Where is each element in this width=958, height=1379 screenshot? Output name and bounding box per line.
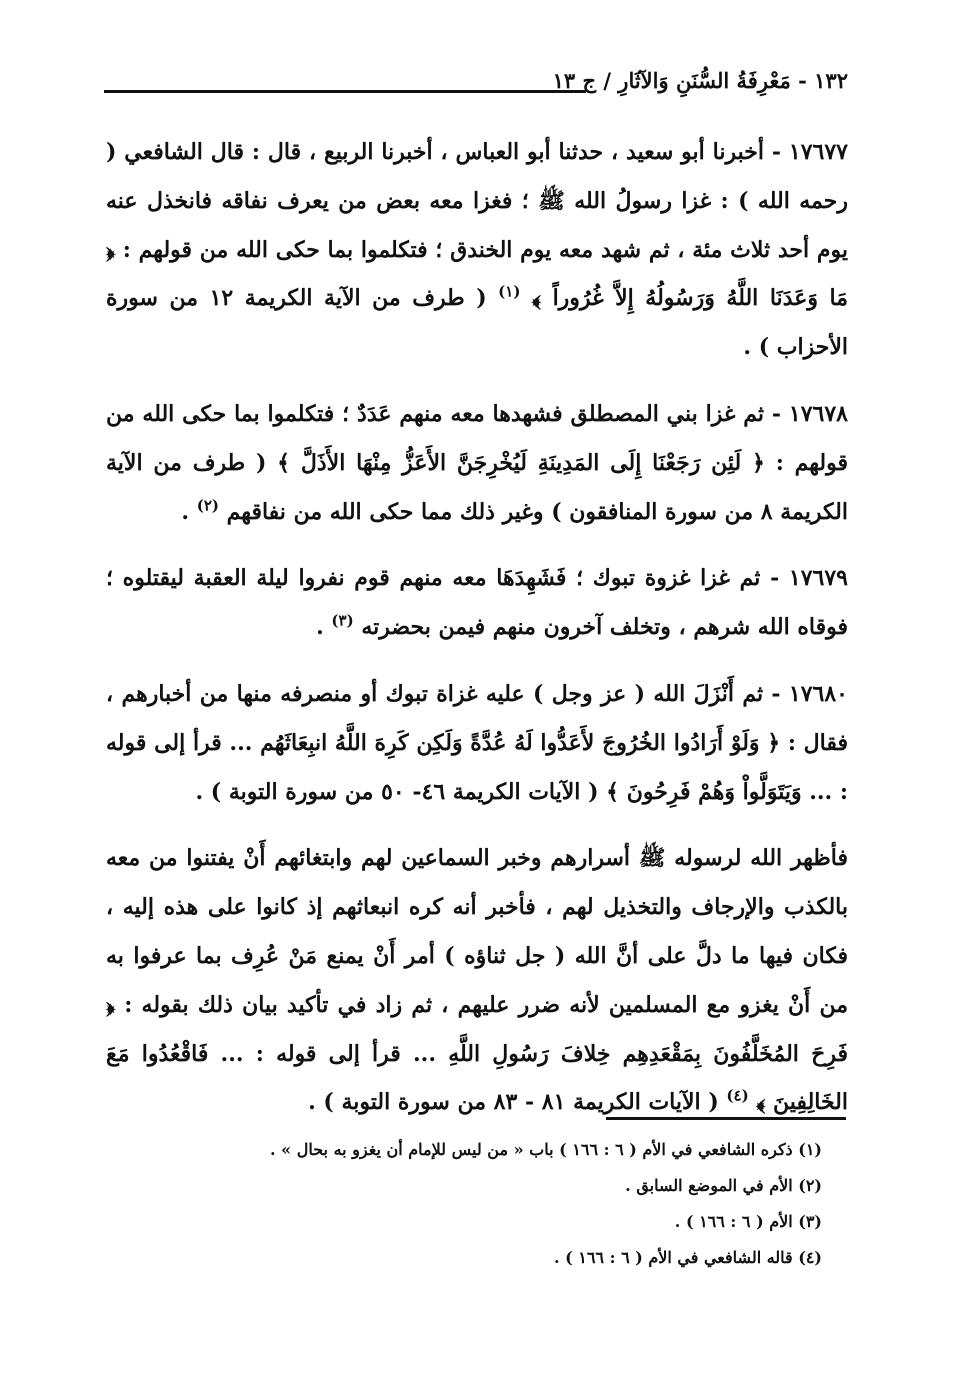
paragraph-text: فأظهر الله لرسوله ﷺ أسرارهم وخبر السماعين لهم وابتغائهم أَنْ يفتنوا من معه بالكذب والإرجاف والتخذيل لهم ، فأخبر أنه كره انبعاثهم إذ كانوا على هذه إليه ، فكان فيها ما دلَّ على أنَّ الله ( جل ثناؤه ) أمر أَنْ يمنع مَنْ عُرِف بما عرفوا به من أَنْ يغزو مع المسلمين لأنه ضرر عليهم ، ثم زاد في تأكيد بيان ذلك بقوله : ﴿ فَرِحَ المُخَلَّفُونَ بِمَقْعَدِهِم خِلافَ رَسُولِ اللَّهِ ... قرأ إلى قوله : ... فَاقْعُدُوا مَعَ الخَالِفِينَ ﴾ [106, 845, 848, 1116]
footnote-marker: (٢) [196, 496, 219, 515]
hadith-paragraph-17680 [106, 670, 848, 816]
paragraph-tail: . [181, 498, 197, 525]
running-header [104, 62, 848, 102]
footnote-1: (١) ذكره الشافعي في الأم ( ٦ : ١٦٦ ) باب « من ليس للإمام أن يغزو به بحال » . [270, 1140, 822, 1159]
footnote-4: (٤) قاله الشافعي في الأم ( ٦ : ١٦٦ ) . [553, 1248, 822, 1267]
paragraph-tail: ( طرف من الآية الكريمة ١٢ من سورة الأحزاب ) . [106, 285, 848, 361]
paragraph-tail: ( الآيات الكريمة ٨١ - ٨٣ من سورة التوبة ) . [308, 1089, 727, 1116]
paragraph-text: ١٧٦٧٧ - أخبرنا أبو سعيد ، حدثنا أبو العباس ، أخبرنا الربيع ، قال : قال الشافعي ( رحمه الله ) : غزا رسولُ الله ﷺ ؛ فغزا معه بعض من يعرف نفاقه فانخذل عنه يوم أحد ثلاث مئة ، ثم شهد معه يوم الخندق ؛ فتكلموا بما حكى الله من قولهم : ﴿ مَا وَعَدَنَا اللَّهُ وَرَسُولُهُ إِلاَّ غُرُوراً ﴾ [106, 139, 848, 312]
footnote-2: (٢) الأم في الموضع السابق . [625, 1176, 822, 1195]
paragraph-text: ١٧٦٧٨ - ثم غزا بني المصطلق فشهدها معه منهم عَدَدٌ ؛ فتكلموا بما حكى الله من قولهم : ﴿ لَئِن رَجَعْنَا إِلَى المَدِينَةِ لَيُخْرِجَنَّ الأَعَزُّ مِنْهَا الأَذَلَّ ﴾ ( طرف من الآية الكريمة ٨ من سورة المنافقون ) وغير ذلك مما حكى الله من نفاقهم [106, 400, 848, 525]
main-text [106, 128, 848, 1127]
paragraph-tail: . [316, 614, 332, 641]
hadith-paragraph-17678 [106, 390, 848, 536]
hadith-paragraph-17677 [106, 128, 848, 372]
footnote-marker: (٤) [726, 1087, 749, 1106]
hadith-paragraph-17679 [106, 554, 848, 652]
footnote-marker: (٣) [331, 611, 354, 630]
header-rule [104, 90, 586, 93]
paragraph-text: ١٧٦٨٠ - ثم أَنْزَلَ الله ( عز وجل ) عليه غزاة تبوك أو منصرفه منها من أخبارهم ، فقال : ﴿ وَلَوْ أَرَادُوا الخُرُوجَ لأَعَدُّوا لَهُ عُدَّةً وَلَكِن كَرِهَ اللَّهُ انبِعَاثَهُم ... قرأ إلى قوله : ... وَيَتَوَلَّواْ وَهُمْ فَرِحُونَ ﴾ ( الآيات الكريمة ٤٦- ٥٠ من سورة التوبة ) . [106, 680, 848, 805]
footnote-separator [606, 1117, 846, 1120]
commentary-paragraph [106, 834, 848, 1127]
footnote-marker: (١) [498, 283, 521, 302]
footnote-3: (٣) الأم ( ٦ : ١٦٦ ) . [674, 1212, 822, 1231]
page-header-title: ١٣٢ - مَعْرِفَةُ السُّنَنِ وَالآثَارِ / ج ١٣ [552, 68, 848, 93]
paragraph-text: ١٧٦٧٩ - ثم غزا غزوة تبوك ؛ فَشَهِدَهَا معه منهم قوم نفروا ليلة العقبة ليقتلوه ؛ فوقاه الله شرهم ، وتخلف آخرون منهم فيمن بحضرته [106, 565, 848, 641]
footnotes [150, 1140, 822, 1284]
